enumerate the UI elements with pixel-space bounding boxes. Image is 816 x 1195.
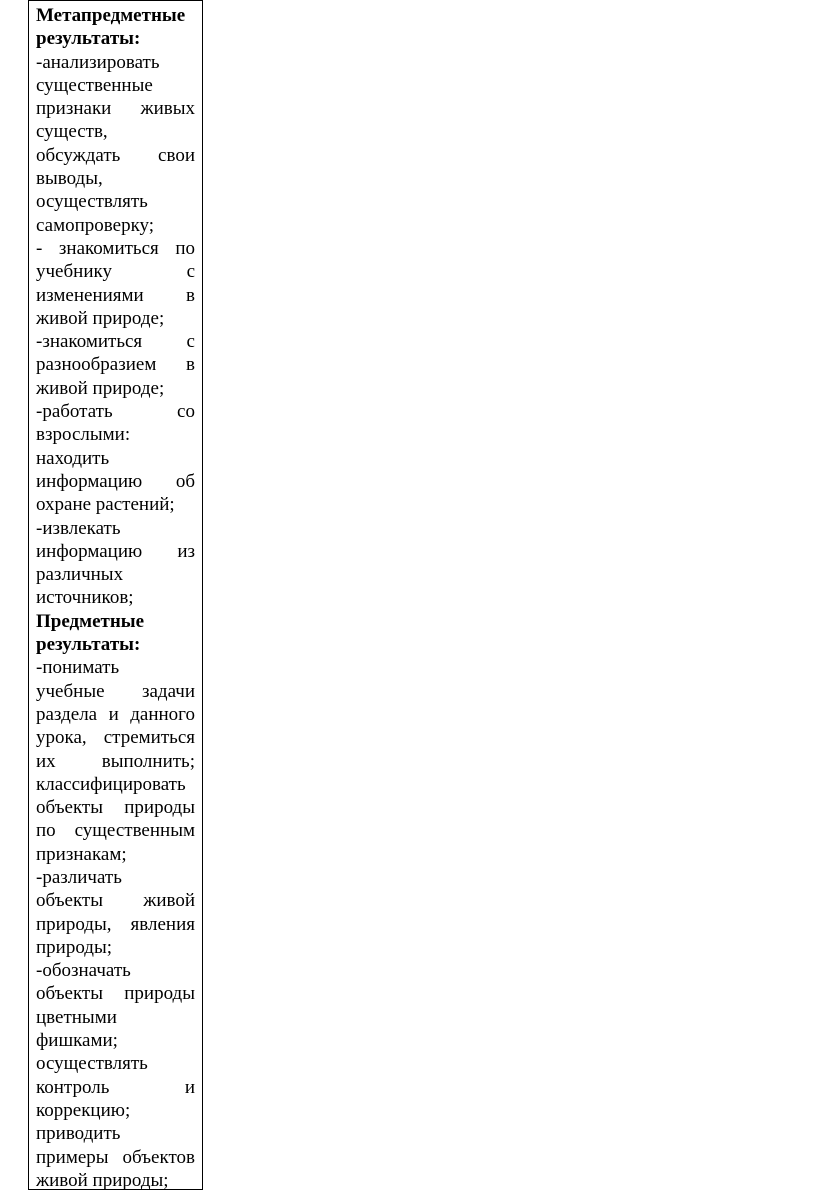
text-line: различных (36, 564, 124, 586)
text-line: живой природе; (36, 377, 165, 399)
text-line: контроль и (36, 1076, 195, 1098)
text-line: -обозначать (36, 960, 131, 982)
text-line: приводить (36, 1123, 121, 1145)
text-line: цветными (36, 1006, 117, 1028)
section-heading-line: результаты: (36, 634, 141, 656)
text-line: -понимать (36, 657, 120, 679)
text-line: изменениями в (36, 284, 195, 306)
text-line: природы, явления (36, 913, 195, 935)
section-heading-line: Предметные (36, 610, 145, 632)
text-line: объекты природы (36, 797, 195, 819)
text-line: самопроверку; (36, 214, 155, 236)
text-line: раздела и данного (36, 703, 195, 725)
text-line: признаки живых (36, 98, 195, 120)
text-line: взрослыми: (36, 424, 131, 446)
text-line: коррекцию; (36, 1099, 131, 1121)
text-line: охране растений; (36, 494, 175, 516)
text-line: информацию из (36, 540, 195, 562)
text-line: объекты природы (36, 983, 195, 1005)
section-heading-line: результаты: (36, 28, 141, 50)
text-line: учебнику с (36, 261, 195, 283)
text-line: -извлекать (36, 517, 121, 539)
text-line: урока, стремиться (36, 727, 195, 749)
text-line: разнообразием в (36, 354, 195, 376)
text-line: находить (36, 447, 110, 469)
text-line: учебные задачи (36, 680, 195, 702)
text-line: их выполнить; (36, 750, 195, 772)
section-heading-line: Метапредметные (36, 5, 186, 26)
text-line: выводы, (36, 168, 103, 190)
text-line: -различать (36, 866, 122, 888)
text-line: по существенным (36, 820, 195, 842)
text-line: -анализировать (36, 51, 160, 73)
text-line: существ, (36, 121, 108, 143)
text-line: примеры объектов (36, 1146, 195, 1168)
text-line: -работать со (36, 401, 195, 423)
text-line: признакам; (36, 843, 127, 865)
text-line: объекты живой (36, 890, 195, 912)
text-line: фишками; (36, 1030, 118, 1052)
text-line: источников; (36, 587, 134, 609)
text-line: природы; (36, 936, 112, 958)
text-line: классифицировать (36, 773, 186, 795)
text-line: обсуждать свои (36, 144, 195, 166)
text-line: осуществлять (36, 1053, 148, 1075)
text-line: - знакомиться по (36, 237, 195, 259)
text-line: живой природе; (36, 307, 165, 329)
text-line: существенные (36, 74, 153, 96)
text-line: -знакомиться с (36, 331, 195, 353)
text-line: живой природы; (36, 1169, 169, 1191)
table-cell (28, 0, 203, 1190)
text-line: информацию об (36, 470, 195, 492)
text-line: осуществлять (36, 191, 148, 213)
